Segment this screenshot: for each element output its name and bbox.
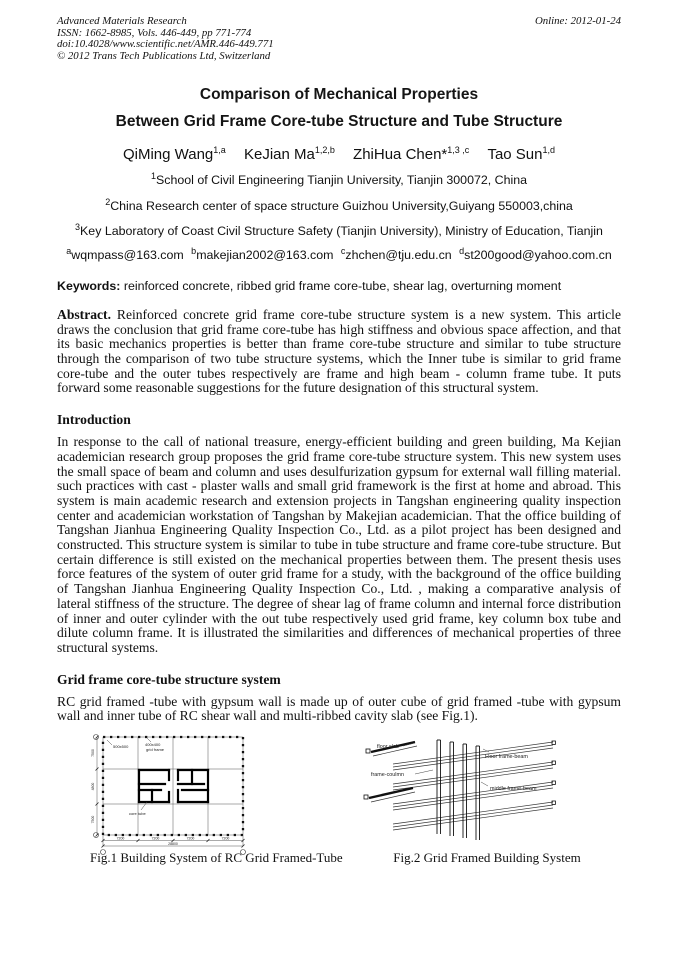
left-dim-top: 7500 (91, 749, 95, 757)
journal-info (57, 16, 274, 62)
doi-line: doi:10.4028/www.scientific.net/AMR.446-449.771 (57, 38, 274, 51)
bay-dim-1: 7200 (116, 836, 125, 841)
email-c: $^c$zhchen@tju.edu.cn (340, 245, 452, 262)
core-tube-label: core tube (129, 811, 146, 817)
section-body-grid-frame: RC grid framed -tube with gypsum wall is made up of outer cube of grid framed -tube with gypsum wall and inner tube of RC shear wall and multi-ribbed cavity slab (see Fig.1). (57, 693, 621, 724)
bay-dim-3: 7200 (186, 836, 195, 841)
section-body-introduction: In response to the call of national treasure, energy-efficient building and green building, Ma Kejian academician research group proposes the grid frame core-tube structure system. This new system uses the small space of beam and column and uses desulfurization gypsum for external wall filling material. such practices with cast - plaster walls and small grid framework is the first at home and abroad. This system is main academic research and extension projects in Tangshan engineering quality inspection center and academician workstation of Tangshan by Makejian academician. That the office building of Tangshan Jianhua Engineering Quality Inspection Co., Ltd. as a pilot project has been designed and constructed. This structure system is similar to tube in tube structure and frame core-tube structure. But certain difference is still existed on the mechanical properties between them. The present thesis uses force features of the system of outer grid frame for a study, with the background of the office building of Tangshan Jianhua Engineering Quality Inspection Co., Ltd. , making a comparative analysis of lateral stiffness of the structure. The degree of shear lag of frame column and internal force distribution of inner and outer cylinder with the out tube respectively used grid frame, key column box tube and dilute column frame. It is illustrated the similarities and differences of mechanical properties of three structural systems. (57, 434, 621, 655)
floor-beam-label: Floor frame-beam (485, 754, 528, 761)
author: Tao Sun$^{1,d}$ (487, 145, 556, 164)
bay-dim-2: 7200 (151, 836, 160, 841)
core-tube-left (139, 770, 169, 802)
bay-dim-4: 7200 (221, 836, 230, 841)
left-dim-bottom: 7500 (91, 815, 95, 824)
online-date: Online: 2012-01-24 (534, 15, 621, 27)
keywords-line (57, 279, 621, 293)
total-dim: 28800 (168, 841, 178, 846)
paper-title (57, 81, 621, 135)
grid-name-label: grid frame (146, 747, 165, 753)
frame-column-label: frame-coulmn (371, 772, 404, 779)
keywords-text: reinforced concrete, ribbed grid frame core-tube, shear lag, overturning moment (123, 278, 562, 293)
fig2-caption: Fig.2 Grid Framed Building System (393, 850, 581, 866)
column-size-label: 500x500 (113, 744, 129, 750)
paper-title-line1: Comparison of Mechanical Properties (199, 86, 479, 104)
figure-2-grid-frame (357, 732, 597, 858)
affiliation-1: $^1$School of Civil Engineering Tianjin University, Tianjin 300072, China (150, 171, 528, 188)
floor-slab-label: floor slab (377, 744, 399, 751)
authors-line (57, 145, 621, 163)
core-tube-right (178, 770, 208, 802)
affiliation-3: $^3$Key Laboratory of Coast Civil Structure Safety (Tianjin University), Ministry of Education, Tianjin (75, 221, 603, 238)
keywords-label: Keywords: (57, 278, 121, 293)
paper-title-line2: Between Grid Frame Core-tube Structure and Tube Structure (115, 113, 563, 131)
issn-line: ISSN: 1662-8985, Vols. 446-449, pp 771-774 (57, 26, 252, 39)
affiliation-2: $^2$China Research center of space structure Guizhou University,Guiyang 550003,china (105, 196, 573, 213)
abstract (57, 308, 621, 396)
figures-row (57, 732, 621, 882)
email-d: $^d$st200good@yahoo.com.cn (459, 245, 612, 262)
grid-size-label: 400x400 (145, 742, 161, 748)
author: QiMing Wang$^{1,a}$ (122, 145, 226, 164)
page-header (57, 16, 621, 62)
middle-beam-label: middle frame-beam (490, 786, 537, 793)
author: KeJian Ma$^{1,2,b}$ (243, 145, 335, 164)
dimension-lines (91, 736, 245, 848)
figure-1-floor-plan (85, 732, 325, 858)
left-dim-mid: 4800 (91, 782, 95, 791)
abstract-label: Abstract. (57, 306, 111, 322)
journal-name: Advanced Materials Research (57, 15, 187, 27)
plan-grid (103, 737, 243, 835)
abstract-text: Reinforced concrete grid frame core-tube structure system is a new system. This article draws the conclusion that grid frame core-tube has high stiffness and obvious space affection, and that its basic mechanics properties is better than frame core-tube structure and similar to tube structure through the comparison of two tube structure systems, which the Inner tube is similar to grid frame core-tube and the outer tubes respectively are frame and high beam - column frame tube. It puts forward some reasonable suggestions for the future designation of this structural system. (57, 306, 621, 396)
fig1-caption: Fig.1 Building System of RC Grid Framed-Tube (90, 850, 343, 866)
emails-line (57, 246, 621, 262)
plan-annotations (107, 738, 165, 816)
email-b: $^b$makejian2002@163.com (191, 245, 334, 262)
email-a: $^a$wqmpass@163.com (66, 245, 184, 262)
copyright-line: © 2012 Trans Tech Publications Ltd, Switzerland (57, 49, 271, 62)
section-heading-grid-frame: Grid frame core-tube structure system (57, 671, 281, 687)
author: ZhiHua Chen*$^{1,3 ,c}$ (353, 145, 470, 164)
section-heading-introduction: Introduction (57, 412, 131, 428)
